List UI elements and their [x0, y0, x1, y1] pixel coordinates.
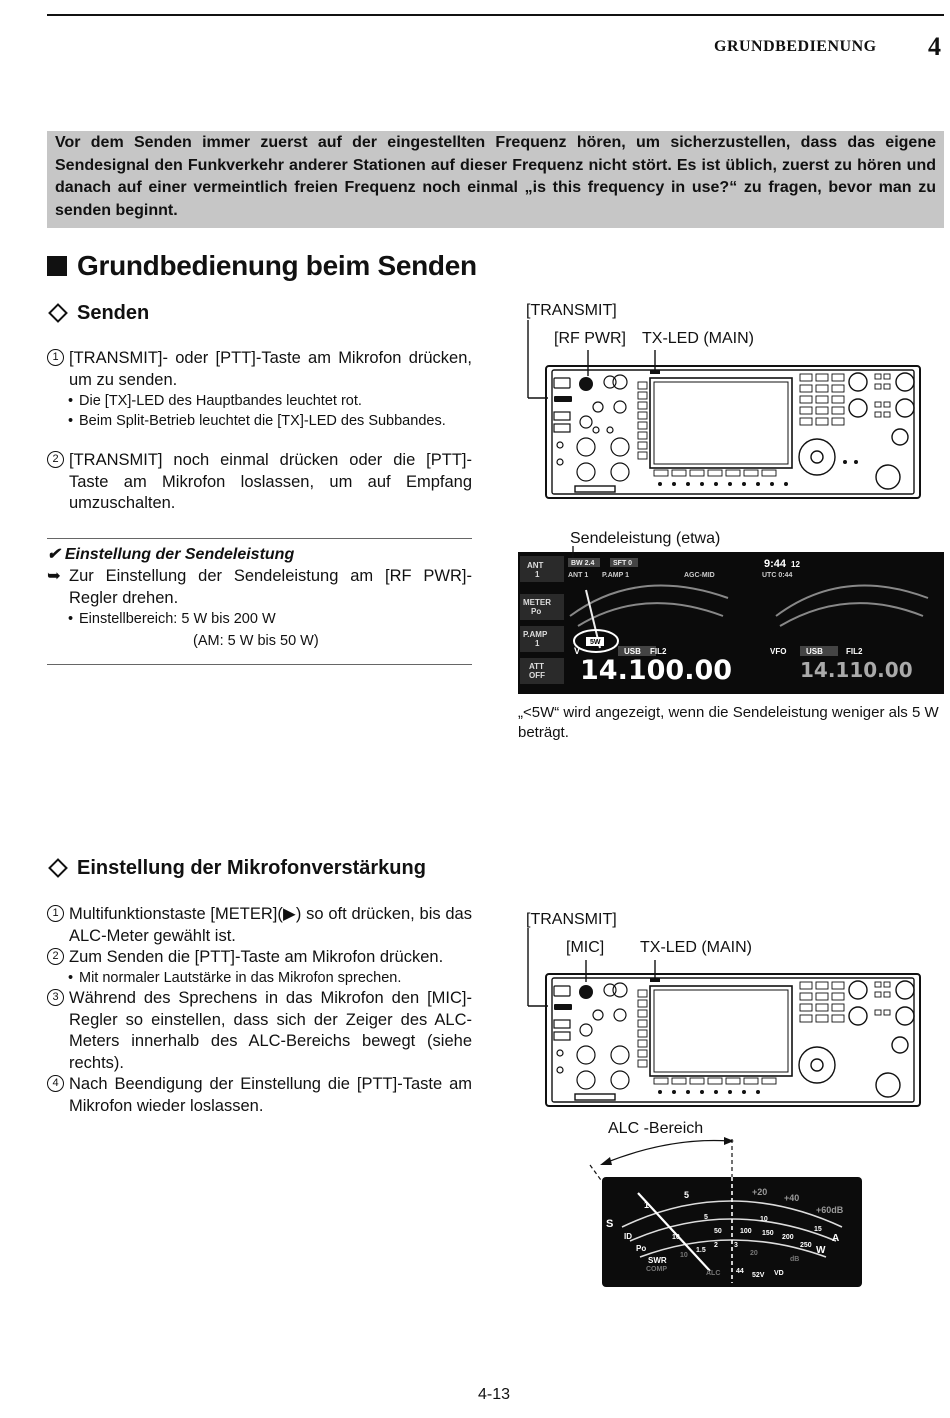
screen-freq-sub: 14.110.00: [800, 658, 913, 682]
meter-s3: 3: [734, 1242, 738, 1249]
meter-c20: 20: [750, 1250, 758, 1257]
radio-front-panel-1: [520, 312, 930, 504]
fig2-label-txled: TX-LED (MAIN): [640, 939, 752, 956]
meter-c10: 10: [680, 1252, 688, 1259]
meter-p20: +20: [752, 1187, 768, 1197]
note-heading: ✔ Einstellung der Sendeleistung: [47, 546, 295, 563]
screen-pamp: P.AMP: [523, 630, 548, 639]
screen-pamp1: P.AMP 1: [602, 572, 629, 579]
meter-v52: 52V: [752, 1272, 765, 1279]
meter-swr: SWR: [648, 1256, 667, 1265]
screen-label: Sendeleistung (etwa): [570, 530, 721, 547]
screen-agc: AGC-MID: [684, 572, 715, 579]
note-text: ➥ Zur Einstellung der Sendeleistung am [RF PWR]-Regler drehen.: [47, 567, 472, 607]
screen-v: V: [574, 646, 581, 656]
meter-p150: 150: [762, 1230, 774, 1237]
square-bullet-icon: [47, 256, 67, 276]
meter-p60: +60dB: [816, 1205, 844, 1215]
screen-ant: ANT: [527, 561, 544, 570]
meter-db: dB: [790, 1256, 800, 1263]
mikro-step-3: 3 Während des Sprechens in das Mikrofon den [MIC]-Regler so einstellen, dass sich der Zeiger des ALC-Meters innerhalb des ALC-Bereichs bewegt (siehe rechts).: [47, 988, 472, 1074]
senden-step-1: 1 [TRANSMIT]- oder [PTT]-Taste am Mikrofon drücken, um zu senden.: [47, 348, 472, 391]
fig2-label-transmit: [TRANSMIT]: [526, 911, 617, 928]
meter-vd: VD: [774, 1270, 784, 1277]
meter-n5: 5: [684, 1190, 690, 1200]
screen-att: ATT: [529, 662, 544, 671]
fig1-label-transmit: [TRANSMIT]: [526, 302, 617, 319]
meter-n10: 10: [760, 1216, 768, 1223]
screen-utc: UTC 0:44: [762, 572, 793, 579]
meter-comp: COMP: [646, 1266, 667, 1273]
screen-meter: METER: [523, 598, 551, 607]
meter-n5b: 5: [704, 1214, 708, 1221]
screen-sft: SFT 0: [613, 560, 633, 567]
page-number: 4-13: [478, 1386, 511, 1403]
screen-bw: BW 2.4: [571, 560, 595, 567]
senden-step-2: 2 [TRANSMIT] noch einmal drücken oder die [PTT]-Taste am Mikrofon loslassen, um auf Empfang umzuschalten.: [47, 450, 472, 515]
diamond-icon: [48, 303, 68, 323]
screen-pamp-val: 1: [535, 639, 540, 648]
screen-att-val: OFF: [529, 671, 545, 680]
note-range-1: • Einstellbereich: 5 W bis 200 W: [58, 609, 472, 629]
screen-freq-main: 14.100.00: [580, 655, 733, 686]
note-rule-top: [47, 538, 472, 539]
note-rule-bottom: [47, 664, 472, 665]
mikro-step-2: 2 Zum Senden die [PTT]-Taste am Mikrofon drücken.: [47, 947, 472, 969]
meter-p40: +40: [784, 1193, 800, 1203]
chapter-number: 4: [928, 32, 941, 61]
meter-p50: 50: [714, 1228, 722, 1235]
mikro-heading: Einstellung der Mikrofonverstärkung: [47, 857, 426, 880]
meter-alc: ALC: [706, 1270, 721, 1277]
meter-n1: 1: [644, 1200, 650, 1210]
header-rule: [47, 14, 944, 16]
meter-s2: 2: [714, 1242, 718, 1249]
senden-step-1-bullet-1: • Die [TX]-LED des Hauptbandes leuchtet rot.: [58, 391, 472, 411]
alc-range-label: ALC -Bereich: [608, 1120, 704, 1137]
meter-v44: 44: [736, 1268, 744, 1275]
meter-s: S: [606, 1218, 614, 1230]
warning-box: Vor dem Senden immer zuerst auf der eingestellten Frequenz hören, um sicherzustellen, dass das eigene Sendesignal den Funkverkehr anderer Stationen auf dieser Frequenz nicht stört. Es ist üblich, zuerst zu hören und danach auf einer vermeintlich freien Frequenz noch einmal „is this frequency in use?“ zu fragen, bevor man zu senden beginnt.: [47, 131, 944, 228]
meter-id: ID: [624, 1232, 632, 1241]
screen-fil-main: FIL2: [650, 647, 667, 656]
screen-meter-val: Po: [531, 607, 542, 616]
screen-mode-main: USB: [624, 647, 641, 656]
meter-p200: 200: [782, 1234, 794, 1241]
arrow-icon: ➥: [47, 567, 61, 585]
alc-meter-illustration: [560, 1135, 870, 1295]
meter-a: A: [832, 1233, 840, 1244]
mikro-step-4: 4 Nach Beendigung der Einstellung die [PTT]-Taste am Mikrofon wieder loslassen.: [47, 1074, 472, 1117]
screen-vfo: VFO: [770, 647, 787, 656]
meter-n15: 15: [814, 1226, 822, 1233]
mikro-step-1: 1 Multifunktionstaste [METER](▶) so oft drücken, bis das ALC-Meter gewählt ist.: [47, 904, 472, 947]
section-title: Grundbedienung beim Senden: [47, 250, 477, 282]
meter-p100: 100: [740, 1228, 752, 1235]
screen-badge: 5W: [590, 639, 601, 646]
note-range-2: (AM: 5 W bis 50 W): [193, 633, 319, 649]
fig2-label-mic: [MIC]: [566, 939, 605, 956]
meter-p250: 250: [800, 1242, 812, 1249]
mikro-step-2-bullet: • Mit normaler Lautstärke in das Mikrofon sprechen.: [58, 968, 472, 988]
fig1-label-rfpwr: [RF PWR]: [554, 330, 626, 347]
screen-ant1: ANT 1: [568, 572, 589, 579]
meter-s15: 1.5: [696, 1247, 706, 1254]
screen-ant-val: 1: [535, 570, 540, 579]
fig1-label-txled: TX-LED (MAIN): [642, 330, 754, 347]
screen-caption: „<5W“ wird angezeigt, wenn die Sendeleistung weniger als 5 W beträgt.: [518, 704, 939, 741]
meter-po: Po: [636, 1244, 647, 1253]
screen-mode-sub: USB: [806, 647, 823, 656]
meter-w: W: [816, 1245, 826, 1256]
screen-time-sec: 12: [791, 560, 800, 569]
radio-front-panel-2: [520, 920, 930, 1112]
meter-p10: 10: [672, 1234, 680, 1241]
screen-fil-sub: FIL2: [846, 647, 863, 656]
senden-step-1-bullet-2: • Beim Split-Betrieb leuchtet die [TX]-LED des Subbandes.: [58, 411, 472, 431]
transceiver-display-screenshot: [518, 546, 944, 694]
senden-heading: Senden: [47, 302, 149, 325]
chapter-title: GRUNDBEDIENUNG: [714, 38, 877, 55]
screen-time: 9:44: [764, 558, 787, 570]
diamond-icon: [48, 858, 68, 878]
